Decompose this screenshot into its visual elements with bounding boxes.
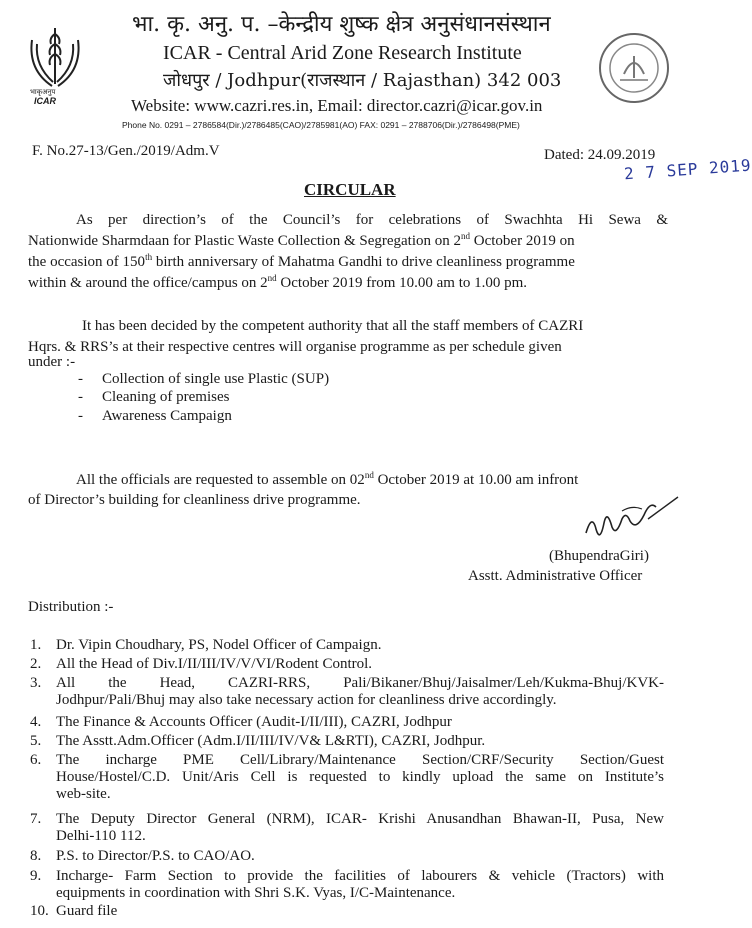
distribution-heading: Distribution :-	[28, 599, 114, 615]
distribution-item: The incharge PME Cell/Library/Maintenance Section/CRF/Security Section/Guest House/Hostel/C.D. Unit/Aris Cell is requested to kindly upload the same on Institute’s web-site.	[56, 752, 664, 802]
list-number: 4.	[30, 714, 42, 730]
para1-line1: As per direction’s of the Council’s for celebrations of Swachhta Hi Sewa &	[76, 212, 668, 228]
list-number: 10.	[30, 903, 49, 919]
list-number: 2.	[30, 656, 42, 672]
website-email: Website: www.cazri.res.in, Email: director.cazri@icar.gov.in	[131, 96, 543, 115]
document-title: CIRCULAR	[304, 180, 396, 199]
list-number: 1.	[30, 637, 42, 653]
schedule-item: Awareness Campaign	[102, 408, 232, 424]
institute-name: ICAR - Central Arid Zone Research Institute	[163, 42, 522, 64]
bullet-dash: -	[78, 408, 83, 424]
received-date-stamp: 2 7 SEP 2019	[623, 155, 752, 184]
para2-line3: under :-	[28, 354, 76, 370]
list-number: 7.	[30, 811, 42, 827]
distribution-item: Dr. Vipin Choudhary, PS, Nodel Officer of Campaign.	[56, 637, 382, 653]
para2-line2: Hqrs. & RRS’s at their respective centres will organise programme as per schedule given	[28, 339, 562, 355]
para1-line4: within & around the office/campus on 2nd October 2019 from 10.00 am to 1.00 pm.	[28, 273, 528, 291]
file-number: F. No.27-13/Gen./2019/Adm.V	[32, 143, 220, 159]
phone-fax: Phone No. 0291 – 2786584(Dir.)/2786485(CAO)/2785981(AO) FAX: 0291 – 2788706(Dir.)/2786498(PME)	[122, 120, 520, 130]
institute-address: जोधपुर / Jodhpur(राजस्थान / Rajasthan) 342 003	[163, 70, 562, 91]
logo-caption: ICAR	[34, 96, 56, 106]
signature	[582, 493, 682, 553]
bullet-dash: -	[78, 371, 83, 387]
distribution-item: The Deputy Director General (NRM), ICAR- Krishi Anusandhan Bhawan-II, Pusa, New Delhi-110 112.	[56, 811, 664, 844]
date: Dated: 24.09.2019	[544, 147, 656, 163]
distribution-item: All the Head, CAZRI-RRS, Pali/Bikaner/Bhuj/Jaisalmer/Leh/Kukma-Bhuj/KVK- Jodhpur/Pali/Bhuj may also take necessary action for cleanliness drive accordingly.	[56, 675, 664, 708]
list-number: 5.	[30, 733, 42, 749]
list-number: 8.	[30, 848, 42, 864]
list-number: 9.	[30, 868, 42, 884]
cazri-emblem	[596, 30, 672, 106]
institute-name-hindi: भा. कृ. अनु. प. –केन्द्रीय शुष्क क्षेत्र अनुसंधानसंस्थान	[132, 12, 551, 37]
para1-line3: the occasion of 150th birth anniversary of Mahatma Gandhi to drive cleanliness programme	[28, 252, 575, 270]
schedule-item: Cleaning of premises	[102, 389, 230, 405]
schedule-item: Collection of single use Plastic (SUP)	[102, 371, 330, 387]
distribution-item: All the Head of Div.I/II/III/IV/V/VI/Rodent Control.	[56, 656, 373, 672]
list-number: 3.	[30, 675, 42, 691]
distribution-item: Incharge- Farm Section to provide the facilities of labourers & vehicle (Tractors) with equipments in coordination with Shri S.K. Vyas, I/C-Maintenance.	[56, 868, 664, 901]
para1-line2: Nationwide Sharmdaan for Plastic Waste Collection & Segregation on 2nd October 2019 on	[28, 231, 575, 249]
para2-line1: It has been decided by the competent authority that all the staff members of CAZRI	[82, 318, 584, 334]
para3-line2: of Director’s building for cleanliness drive programme.	[28, 492, 361, 508]
distribution-item: P.S. to Director/P.S. to CAO/AO.	[56, 848, 255, 864]
signatory-name: (BhupendraGiri)	[549, 548, 649, 564]
logo-hindi-caption: भाकृअनुप	[30, 88, 56, 96]
signatory-designation: Asstt. Administrative Officer	[468, 568, 643, 584]
distribution-item: The Finance & Accounts Officer (Audit-I/II/III), CAZRI, Jodhpur	[56, 714, 452, 730]
distribution-item: Guard file	[56, 903, 118, 919]
para3-line1: All the officials are requested to assemble on 02nd October 2019 at 10.00 am infront	[76, 470, 579, 488]
distribution-item: The Asstt.Adm.Officer (Adm.I/II/III/IV/V& L&RTI), CAZRI, Jodhpur.	[56, 733, 486, 749]
bullet-dash: -	[78, 389, 83, 405]
list-number: 6.	[30, 752, 42, 768]
